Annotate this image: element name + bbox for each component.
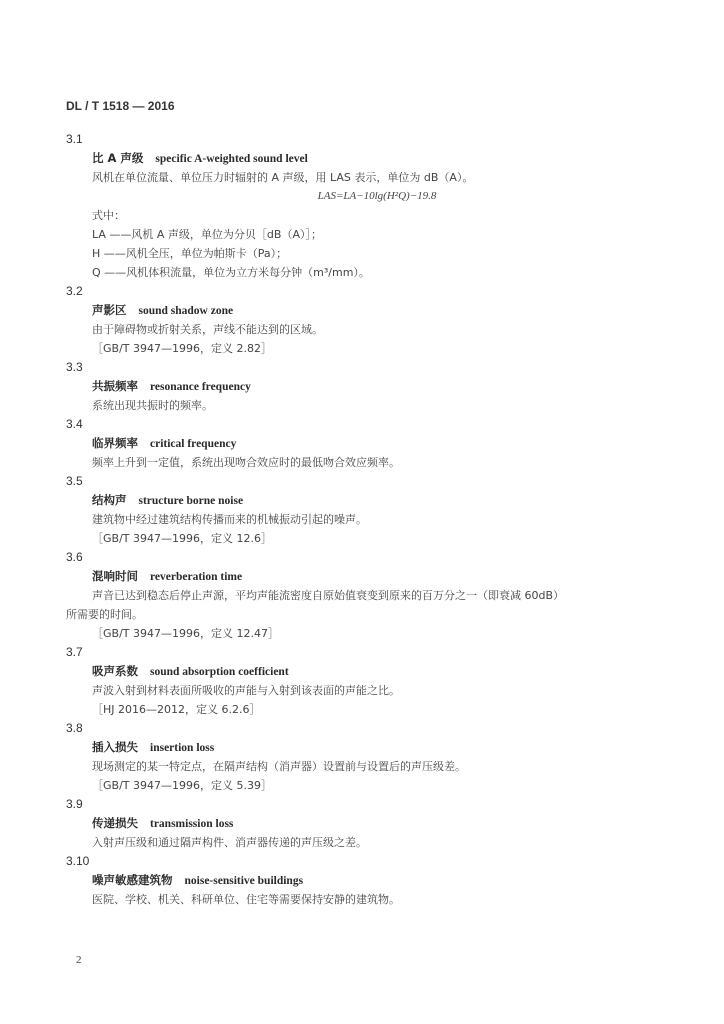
definitions-list: [66, 130, 666, 909]
clause-number: 3.4: [66, 417, 83, 431]
term-english: specific A-weighted sound level: [155, 153, 308, 165]
term-heading: [92, 871, 666, 890]
term-heading: [92, 434, 666, 453]
definition-text: 入射声压级和通过隔声构件、消声器传递的声压级之差。: [92, 836, 367, 849]
term-english: sound absorption coefficient: [150, 666, 289, 678]
clause-number: 3.2: [66, 284, 83, 298]
definition-entry: [66, 548, 666, 643]
term-english: sound shadow zone: [138, 305, 234, 317]
clause-number: 3.9: [66, 797, 83, 811]
source-reference: ［HJ 2016—2012，定义 6.2.6］: [92, 703, 261, 716]
definition-text: LA ——风机 A 声级，单位为分贝［dB（A）］；: [92, 228, 322, 241]
term-heading: [92, 738, 666, 757]
clause-number: 3.8: [66, 721, 83, 735]
source-reference: ［GB/T 3947—1996，定义 12.6］: [92, 532, 272, 545]
term-heading: [92, 301, 666, 320]
standard-code-header: DL / T 1518 — 2016: [66, 99, 175, 113]
term-chinese: 结构声: [92, 493, 127, 507]
clause-number: 3.7: [66, 645, 83, 659]
definition-entry: [66, 643, 666, 719]
definition-entry: [66, 415, 666, 472]
clause-number: 3.10: [66, 854, 90, 868]
definition-text: Q ——风机体积流量，单位为立方米每分钟（m³/mm）。: [92, 266, 370, 279]
definition-entry: [66, 472, 666, 548]
definition-entry: [66, 130, 666, 282]
definition-text: 式中：: [92, 209, 125, 222]
term-chinese: 临界频率: [92, 436, 138, 450]
definition-text: 声波入射到材料表面所吸收的声能与入射到该表面的声能之比。: [92, 684, 400, 697]
definition-text: 风机在单位流量、单位压力时辐射的 A 声级，用 LAS 表示，单位为 dB（A）。: [92, 171, 474, 184]
clause-number: 3.5: [66, 474, 83, 488]
term-chinese: 传递损失: [92, 816, 138, 830]
term-chinese: 吸声系数: [92, 664, 138, 678]
definition-entry: [66, 852, 666, 909]
definition-entry: [66, 282, 666, 358]
definition-text: 声音已达到稳态后停止声源，平均声能流密度自原始值衰变到原来的百万分之一（即衰减 60dB）: [92, 589, 565, 602]
term-chinese: 噪声敏感建筑物: [92, 873, 173, 887]
definition-text: 由于障碍物或折射关系，声线不能达到的区域。: [92, 323, 323, 336]
term-english: critical frequency: [150, 438, 237, 450]
formula: LAS=LA−10lg(H²Q)−19.8: [317, 190, 437, 202]
clause-number: 3.6: [66, 550, 83, 564]
term-chinese: 共振频率: [92, 379, 138, 393]
term-english: structure borne noise: [138, 495, 244, 507]
term-english: reverberation time: [150, 571, 243, 583]
definition-text: 建筑物中经过建筑结构传播而来的机械振动引起的噪声。: [92, 513, 367, 526]
term-heading: [92, 814, 666, 833]
definition-text: 现场测定的某一特定点，在隔声结构（消声器）设置前与设置后的声压级差。: [92, 760, 466, 773]
source-reference: ［GB/T 3947—1996，定义 2.82］: [92, 342, 272, 355]
term-heading: [92, 491, 666, 510]
term-heading: [92, 662, 666, 681]
term-chinese: 比 A 声级: [92, 151, 144, 165]
term-chinese: 插入损失: [92, 740, 138, 754]
definition-text: 医院、学校、机关、科研单位、住宅等需要保持安静的建筑物。: [92, 893, 400, 906]
term-english: insertion loss: [150, 742, 215, 754]
page-number: 2: [76, 954, 82, 966]
term-english: noise-sensitive buildings: [184, 875, 304, 887]
source-reference: ［GB/T 3947—1996，定义 12.47］: [92, 627, 279, 640]
definition-text: 频率上升到一定值，系统出现吻合效应时的最低吻合效应频率。: [92, 456, 400, 469]
definition-entry: [66, 719, 666, 795]
term-heading: [92, 377, 666, 396]
term-chinese: 声影区: [92, 303, 127, 317]
definition-text: H ——风机全压，单位为帕斯卡（Pa）；: [92, 247, 288, 260]
source-reference: ［GB/T 3947—1996，定义 5.39］: [92, 779, 272, 792]
term-english: transmission loss: [150, 818, 234, 830]
term-heading: [92, 567, 666, 586]
clause-number: 3.1: [66, 132, 83, 146]
definition-text: 系统出现共振时的频率。: [92, 399, 213, 412]
definition-text: 所需要的时间。: [66, 608, 143, 621]
term-heading: [92, 149, 666, 168]
term-english: resonance frequency: [150, 381, 251, 393]
clause-number: 3.3: [66, 360, 83, 374]
term-chinese: 混响时间: [92, 569, 138, 583]
definition-entry: [66, 358, 666, 415]
definition-entry: [66, 795, 666, 852]
